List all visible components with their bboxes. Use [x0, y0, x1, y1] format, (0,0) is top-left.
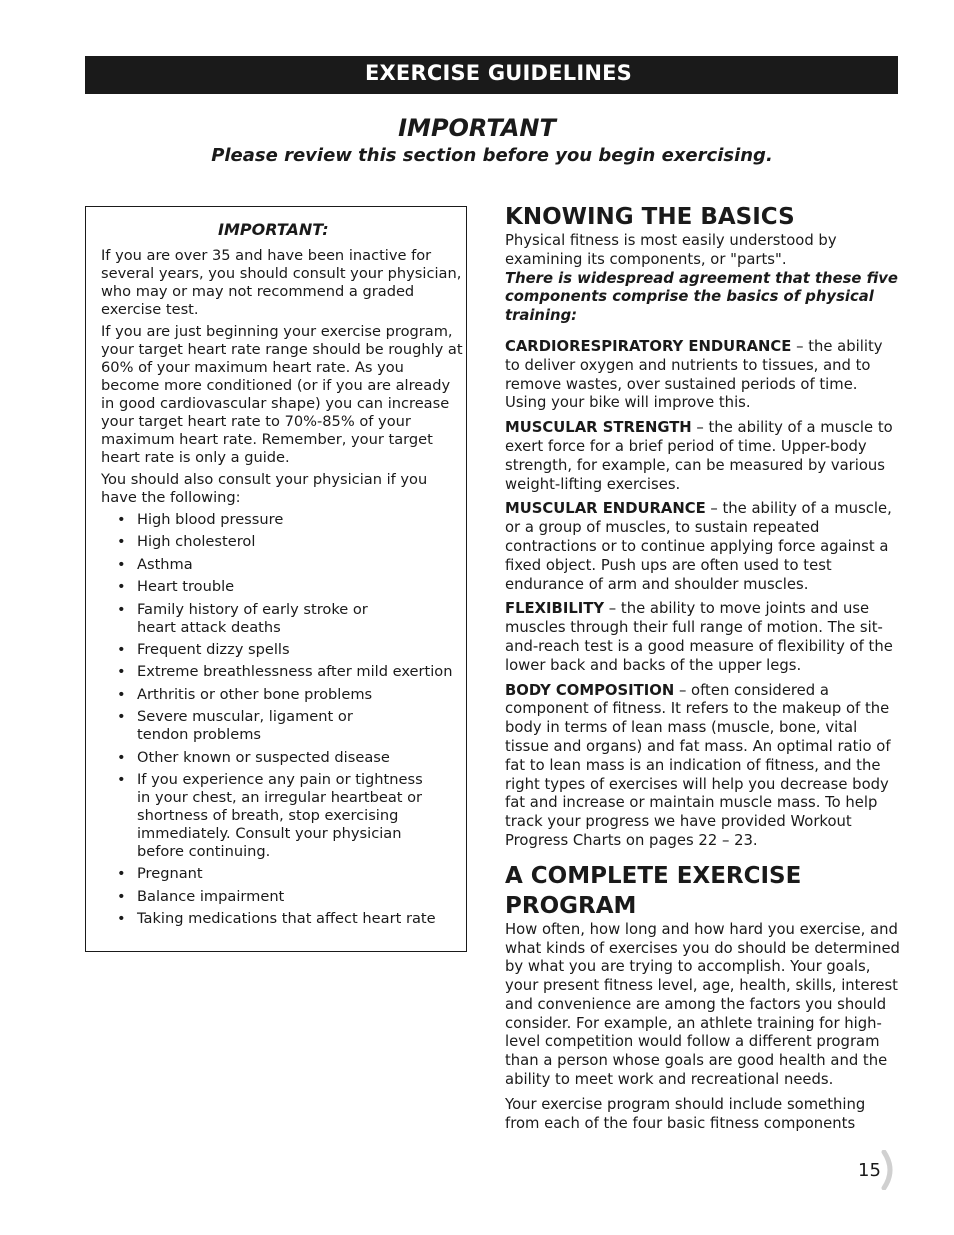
component-term: BODY COMPOSITION — [505, 681, 675, 699]
condition-item: • Taking medications that affect heart rate — [117, 910, 436, 928]
component-description: – the ability to move joints and use muscles through their full range of motion. The sit-and-reach test is a good measure of flexibility of the lower back and backs of the upper legs. — [505, 600, 893, 674]
condition-item: • High blood pressure — [117, 511, 284, 528]
component-description: – the ability of a muscle, or a group of muscles, to sustain repeated contractions or to continue applying force against a fixed object. Push ups are often used to test endurance of arm and shoulder muscles. — [505, 500, 892, 593]
bullet-icon: • — [117, 600, 126, 618]
important-subheading: Please review this section before you begin exercising. — [211, 145, 773, 166]
bullet-icon: • — [117, 533, 126, 551]
page-corner-arc-icon — [876, 1150, 898, 1190]
program-paragraph: How often, how long and how hard you exercise, and what kinds of exercises you do should be determined by what you are trying to accomplish. Your goals, your present fitness level, age, health, skills, interest and convenience are among the factors you should consider. For example, an athlete training for high-level competition would follow a different program than a person whose goals are good health and the ability to meet work and recreational needs. — [505, 920, 900, 1089]
program-paragraph: Your exercise program should include something from each of the four basic fitness components — [505, 1095, 866, 1132]
notice-paragraph: If you are over 35 and have been inactive for several years, you should consult your physician, who may or may not recommend a graded exercise test. — [101, 247, 462, 318]
bullet-icon: • — [117, 865, 126, 883]
component-paragraph — [505, 682, 900, 851]
component-term: CARDIORESPIRATORY ENDURANCE — [505, 337, 792, 355]
bullet-icon: • — [117, 748, 126, 766]
condition-item: • If you experience any pain or tightness in your chest, an irregular heartbeat or shortness of breath, stop exercising immediately. Consult your physician before continuing. — [117, 770, 423, 860]
condition-item: • Severe muscular, ligament or tendon problems — [117, 708, 353, 744]
condition-item: • Extreme breathlessness after mild exertion — [117, 663, 453, 681]
bullet-icon: • — [117, 578, 126, 596]
condition-item: • High cholesterol — [117, 533, 256, 551]
component-term: FLEXIBILITY — [505, 600, 605, 618]
bullet-icon: • — [117, 708, 126, 726]
condition-item: • Frequent dizzy spells — [117, 640, 290, 658]
basics-intro-emphasis: There is widespread agreement that these five components comprise the basics of physical training: — [505, 269, 898, 325]
page-number: 15 — [858, 1160, 881, 1181]
notice-paragraph: If you are just beginning your exercise program, your target heart rate range should be roughly at 60% of your maximum heart rate. As you become more conditioned (or if you are already in good cardiovascular shape) you can increase your target heart rate to 70%-85% of your maximum heart rate. Remember, your target heart rate is only a guide. — [101, 323, 463, 466]
condition-item: • Heart trouble — [117, 578, 235, 596]
bullet-icon: • — [117, 910, 126, 928]
notice-paragraph: You should also consult your physician if you have the following: — [101, 471, 428, 506]
condition-item: • Balance impairment — [117, 887, 285, 905]
bullet-icon: • — [117, 555, 126, 573]
condition-item: • Other known or suspected disease — [117, 748, 390, 766]
bullet-icon: • — [117, 887, 126, 905]
section-title: EXERCISE GUIDELINES — [365, 61, 632, 85]
notice-box-body — [101, 247, 463, 932]
condition-item: • Family history of early stroke or heart attack deaths — [117, 600, 368, 636]
bullet-icon: • — [117, 511, 126, 528]
condition-item: • Arthritis or other bone problems — [117, 685, 373, 703]
important-heading: IMPORTANT — [398, 114, 556, 142]
component-term: MUSCULAR STRENGTH — [505, 419, 692, 437]
notice-box-title: IMPORTANT: — [218, 220, 329, 239]
component-paragraph — [505, 500, 900, 594]
component-paragraph — [505, 600, 900, 675]
conditions-list — [101, 511, 463, 928]
bullet-icon: • — [117, 685, 126, 703]
bullet-icon: • — [117, 770, 126, 788]
condition-item: • Asthma — [117, 555, 193, 573]
component-description: – the ability of a muscle to exert force for a brief period of time. Upper-body strength, for example, can be measured by various weight-lifting exercises. — [505, 419, 893, 493]
component-description: – often considered a component of fitness. It refers to the makeup of the body in terms of lean mass (muscle, bone, vital tissue and organs) and fat mass. An optimal ratio of fat to lean mass is an indication of fitness, and the right types of exercises will help you decrease body fat and increase or maintain muscle mass. To help track your progress we have provided Workout Progress Charts on pages 22 – 23. — [505, 681, 891, 849]
component-description: – the ability to deliver oxygen and nutrients to tissues, and to remove wastes, over sustained periods of time. Using your bike will improve this. — [505, 337, 883, 412]
basics-intro — [505, 232, 900, 326]
basics-heading: KNOWING THE BASICS — [505, 204, 795, 230]
bullet-icon: • — [117, 663, 126, 681]
bullet-icon: • — [117, 640, 126, 658]
program-heading: A COMPLETE EXERCISE PROGRAM — [505, 862, 802, 919]
condition-item: • Pregnant — [117, 865, 203, 883]
component-paragraph — [505, 419, 900, 494]
important-notice-box — [85, 206, 467, 952]
section-banner — [85, 56, 898, 94]
component-term: MUSCULAR ENDURANCE — [505, 500, 706, 518]
right-column — [505, 202, 900, 1139]
basics-intro-text: Physical fitness is most easily understood by examining its components, or "parts". — [505, 232, 837, 268]
component-paragraph — [505, 338, 900, 413]
